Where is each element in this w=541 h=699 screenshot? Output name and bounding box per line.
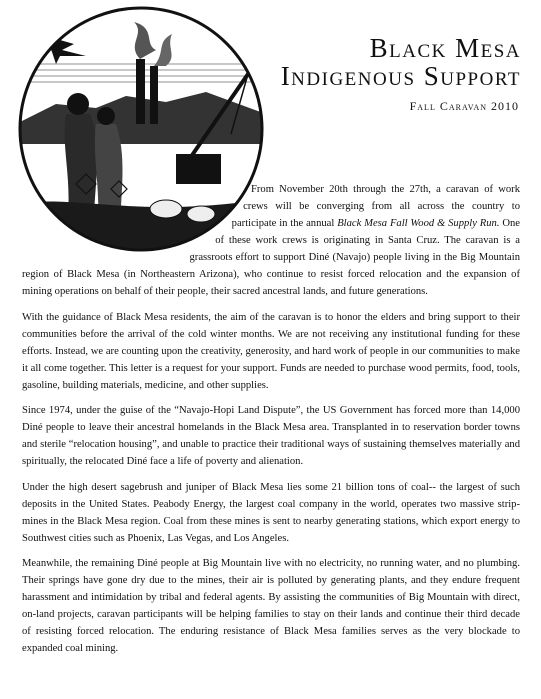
paragraph-3: Since 1974, under the guise of the “Navajo-Hopi Land Dispute”, the US Government has forced more than 14,000 Diné people to leave their ancestral homelands in the Black Mesa area. Transplanted in to reservation border towns and sterile “relocation housing”, and unable to practice their traditional ways of sustaining themselves materially and spiritually, the relocated Diné face a life of poverty and alienation. [22, 405, 520, 467]
title-line-1: Black Mesa [369, 33, 521, 63]
paragraph-1-part-b: One of these work crews is originating in Santa Cruz. The caravan is a grassroots effort to support Diné (Navajo) people living in the Big Mountain region of Black Mesa (in Northeastern Arizona), who continue to resist forced relocation and the expansion of mining operations on behalf of their people, their sacred ancestral lands, and future generations. [22, 218, 520, 297]
caravan-subtitle: Fall Caravan 2010 [409, 99, 519, 113]
paragraph-4: Under the high desert sagebrush and juniper of Black Mesa lies some 21 billion tons of coal-- the largest of such deposits in the United States. Peabody Energy, the largest coal company in the world, operates two massive strip-mines in the Black Mesa region. Coal from these mines is sent to nearby generating stations, which export energy to Southwest cities such as Phoenix, Las Vegas, and Los Angeles. [22, 481, 520, 544]
paragraph-5: Meanwhile, the remaining Diné people at Big Mountain live with no electricity, no running water, and no plumbing. Their springs have gone dry due to the mines, their air is polluted by generating plants, and they endure frequent harassment and intimidation by tribal and federal agents. By assisting the communities of Big Mountain with direct, on-land projects, caravan participants will be helping families to stay on their lands and continue their third decade of resisting forced relocation. The enduring resistance of Black Mesa families serves as the very blockade to expanded coal mining. [22, 558, 520, 654]
organization-title [281, 34, 521, 90]
paragraph-1-part-a: From November 20th through the 27th, a caravan of work crews will be converging from all across the country to participate in the annual [231, 184, 520, 229]
letter-body [22, 181, 520, 666]
paragraph-2: With the guidance of Black Mesa residents, the aim of the caravan is to honor the elders and bring support to their communities before the arrival of the cold winter months. We are not receiving any institutional funding for these efforts. Instead, we are counting upon the creativity, generosity, and hard work of people in our communities to make it all come together. This letter is a request for your support. Funds are needed to purchase wood permits, food, tools, gasoline, building materials, medicine, and other supplies. [22, 311, 520, 391]
event-name: Black Mesa Fall Wood & Supply Run. [337, 218, 500, 229]
title-line-2: Indigenous Support [280, 61, 521, 91]
